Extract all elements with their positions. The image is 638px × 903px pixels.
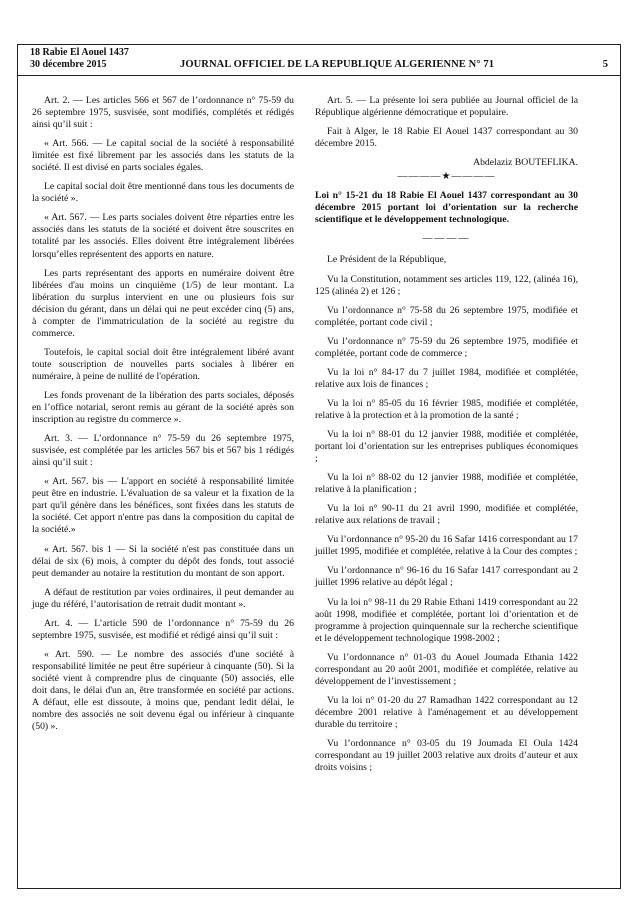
article-567-para3: Toutefois, le capital social doit être intégralement libéré avant toute souscription de nouvelles parts sociales à libérer en numéraire, à peine de nullité de l'opération. (32, 346, 294, 382)
visa-item: Vu la loi n° 84-17 du 7 juillet 1984, modifiée et complétée, relative aux lois de finances ; (315, 366, 578, 390)
visa-item: Vu l’ordonnance n° 75-59 du 26 septembre 1975, modifiée et complétée, portant code de commerce ; (315, 335, 578, 359)
visa-item: Vu l’ordonnance n° 75-58 du 26 septembre 1975, modifiée et complétée, portant code civil ; (315, 304, 578, 328)
president: Le Président de la République, (327, 254, 447, 266)
article-567-bis: « Art. 567. bis — L'apport en société à responsabilité limitée peut être en industrie. L'évaluation de sa valeur et la fixation de la part qu'il génère dans les bénéfices, sont fixées dans les statuts de la société. Cet apport n'entre pas dans la composition du capital de la société.» (32, 476, 294, 536)
left-column (32, 95, 294, 740)
star-separator: ————★———— (397, 171, 496, 183)
visa-item: Vu la loi n° 98-11 du 29 Rabie Ethani 1419 correspondant au 22 août 1998, modifiée et complétée, portant loi d’orientation et de programme à projection quinquennale sur la recherche scientifique et le développement technologique 1998-2002 ; (315, 596, 578, 644)
visa-item: Vu l’ordonnance n° 96-16 du 16 Safar 1417 correspondant au 2 juillet 1996 relative au dépôt légal ; (315, 565, 578, 589)
header-date-gregorian: 30 décembre 2015 (30, 59, 107, 70)
done-at: Fait à Alger, le 18 Rabie El Aouel 1437 correspondant au 30 décembre 2015. (315, 126, 578, 150)
article-2: Art. 2. — Les articles 566 et 567 de l’ordonnance n° 75-59 du 26 septembre 1975, susvisée, sont modifiés, complétés et rédigés ainsi qu’il suit : (32, 95, 294, 131)
article-5: Art. 5. — La présente loi sera publiée au Journal officiel de la République algérienne démocratique et populaire. (315, 95, 578, 119)
page-header (22, 45, 616, 75)
law-title-rule: ———— (422, 233, 471, 245)
article-567-bis-1: « Art. 567. bis 1 — Si la société n'est pas constituée dans un délai de six (6) mois, à compter du dépôt des fonds, tout associé peut demander au notaire la restitution du montant de son apport. (32, 543, 294, 579)
visa-item: Vu la loi n° 01-20 du 27 Ramadhan 1422 correspondant au 12 décembre 2001 relative à l'aménagement et au développement durable du territoire ; (315, 694, 578, 730)
right-column (315, 95, 578, 781)
article-567-para2: Les parts représentant des apports en numéraire doivent être libérées d'au moins un cinquième (1/5) de leur montant. La libération du surplus intervient en une ou plusieurs fois sur décision du gérant, dans un délai qui ne peut excéder cinq (5) ans, à compter de l'immatriculation de la société au registre du commerce. (32, 267, 294, 339)
article-566: « Art. 566. — Le capital social de la société à responsabilité limitée est fixé librement par les associés dans les statuts de la société. Il est divisé en parts sociales égales. (32, 138, 294, 174)
article-567-bis-1-para2: A défaut de restitution par voies ordinaires, il peut demander au juge du référé, l’autorisation de retrait dudit montant ». (32, 586, 294, 610)
article-567: « Art. 567. — Les parts sociales doivent être réparties entre les associés dans les statuts de la société et doivent être souscrites en totalité par les associés. Elles doivent être intégralement libérées lorsqu’elles représentent des apports en nature. (32, 212, 294, 260)
article-590: « Art. 590. — Le nombre des associés d'une société à responsabilité limitée ne peut être supérieur à cinquante (50). Si la société vient à comprendre plus de cinquante (50) associés, elle doit dans, le délai d'un an, être transformée en société par actions. A défaut, elle est dissoute, à moins que, pendant ledit délai, le nombre des associés ne soit devenu égal ou inférieur à cinquante (50) ». (32, 648, 294, 733)
article-566-para2: Le capital social doit être mentionné dans tous les documents de la société ». (32, 181, 294, 205)
article-4: Art. 4. — L’article 590 de l’ordonnance n° 75-59 du 26 septembre 1975, susvisée, est modifié et rédigé ainsi qu’il suit : (32, 617, 294, 641)
page-number: 5 (602, 59, 608, 70)
law-title: Loi n° 15-21 du 18 Rabie El Aouel 1437 correspondant au 30 décembre 2015 portant loi d’orientation sur la recherche scientifique et le développement technologique. (315, 190, 578, 226)
article-567-para4: Les fonds provenant de la libération des parts sociales, déposés en l’office notarial, seront remis au gérant de la société après son inscription au registre du commerce ». (32, 389, 294, 426)
visa-item: Vu la Constitution, notamment ses articles 119, 122, (alinéa 16), 125 (alinéa 2) et 126 ; (315, 273, 578, 297)
visa-item: Vu la loi n° 88-01 du 12 janvier 1988, modifiée et complétée, portant loi d’orientation sur les entreprises publiques économiques ; (315, 428, 578, 465)
header-date-hijri: 18 Rabie El Aouel 1437 (30, 47, 129, 58)
visa-item: Vu la loi n° 88-02 du 12 janvier 1988, modifiée et complétée, relative à la planification ; (315, 472, 578, 496)
signature: Abdelaziz BOUTEFLIKA. (473, 157, 578, 169)
visa-item: Vu l’ordonnance n° 03-05 du 19 Joumada El Oula 1424 correspondant au 19 juillet 2003 relative aux droits d’auteur et aux droits voisins ; (315, 737, 578, 774)
header-date (30, 47, 129, 71)
article-3: Art. 3. — L’ordonnance n° 75-59 du 26 septembre 1975, susvisée, est complétée par les articles 567 bis et 567 bis 1 rédigés ainsi qu’il suit : (32, 433, 294, 469)
visa-item: Vu l’ordonnance n° 01-03 du Aouel Joumada Ethania 1422 correspondant au 20 août 2001, modifiée et complétée, relative au développement de l’investissement ; (315, 651, 578, 687)
visa-item: Vu l’ordonnance n° 95-20 du 16 Safar 1416 correspondant au 17 juillet 1995, modifiée et complétée, relative à la Cour des comptes ; (315, 534, 578, 558)
journal-title: JOURNAL OFFICIEL DE LA REPUBLIQUE ALGERIENNE N° 71 (180, 59, 495, 70)
visa-item: Vu la loi n° 85-05 du 16 février 1985, modifiée et complétée, relative à la protection et à la promotion de la santé ; (315, 397, 578, 421)
header-rule (17, 75, 621, 76)
visa-item: Vu la loi n° 90-11 du 21 avril 1990, modifiée et complétée, relative aux relations de travail ; (315, 503, 578, 527)
